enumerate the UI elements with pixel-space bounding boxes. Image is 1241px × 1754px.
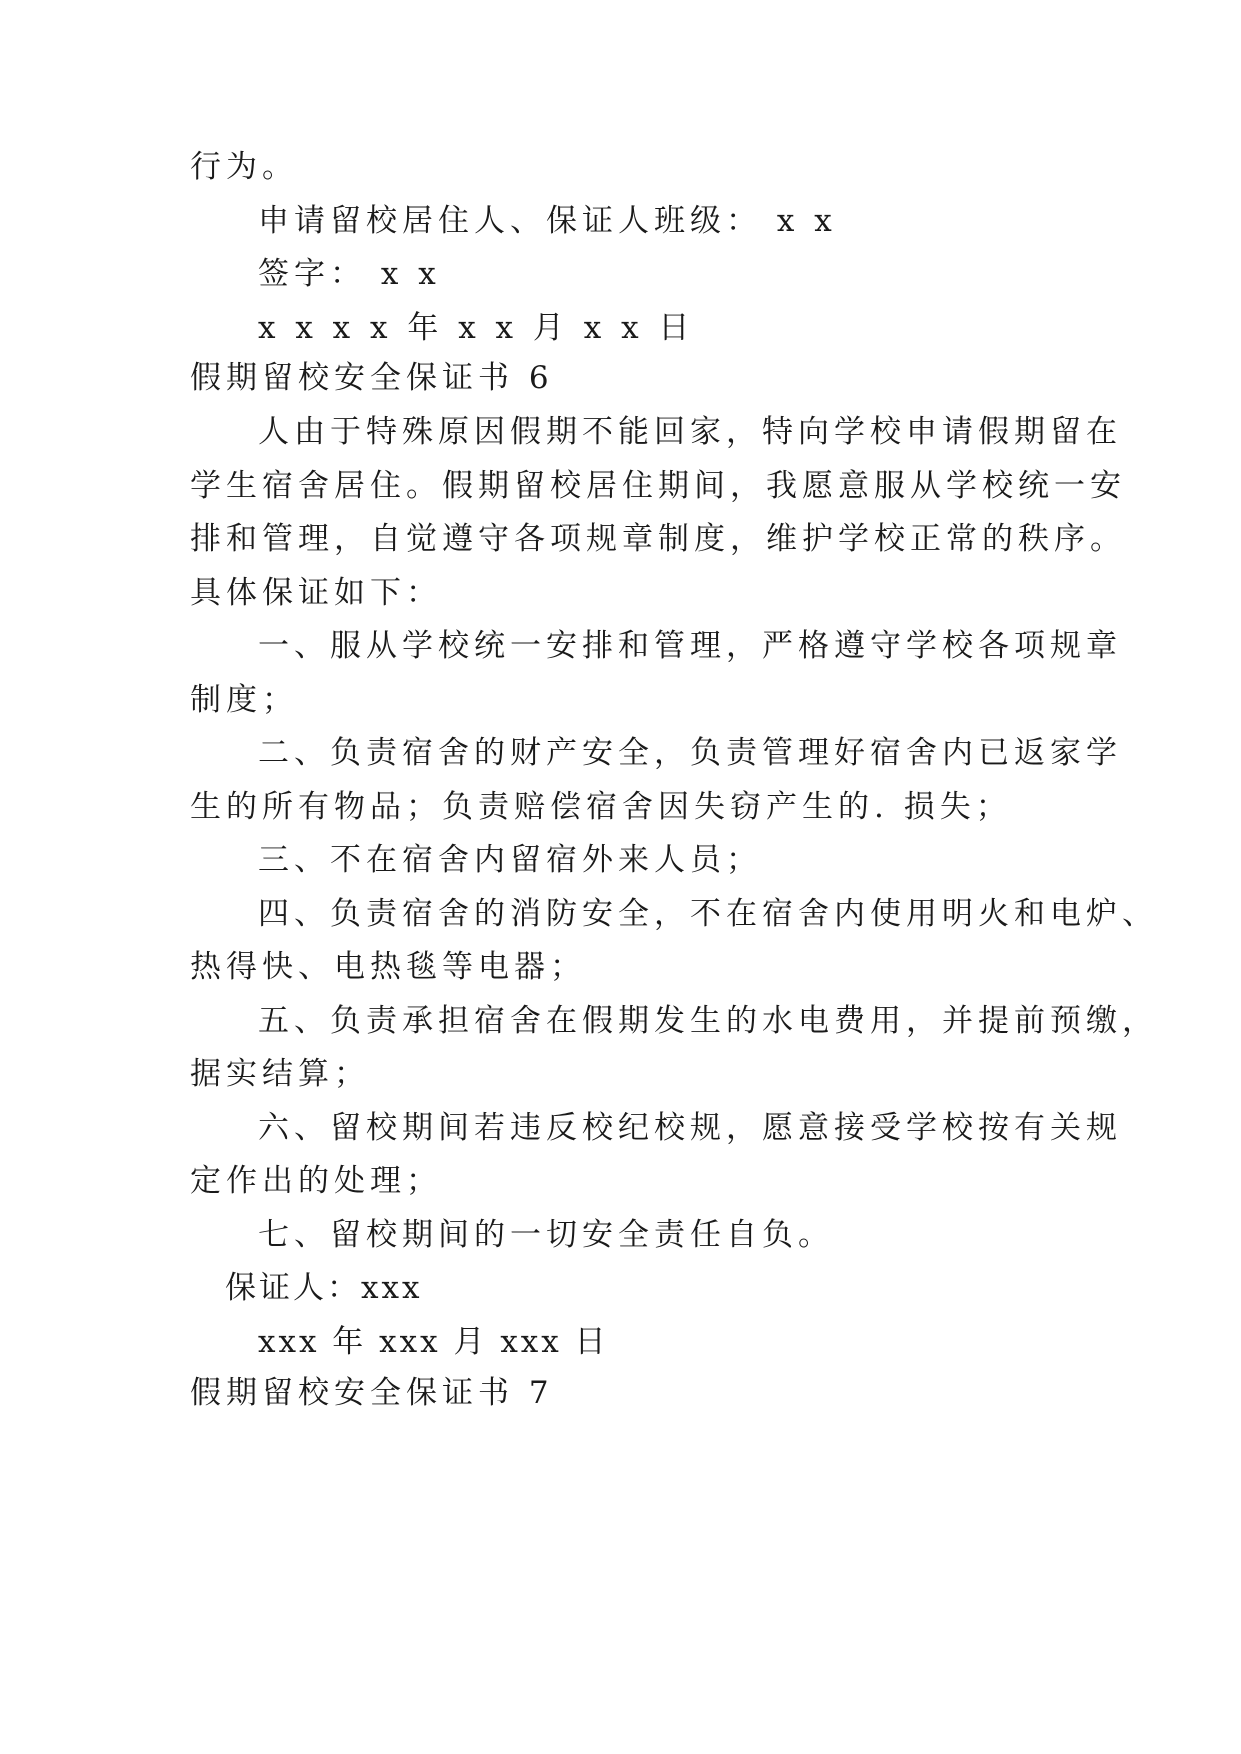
paragraph-line: 学生宿舍居住。假期留校居住期间，我愿意服从学校统一安	[190, 468, 1126, 504]
list-item-continuation: 生的所有物品；负责赔偿宿舍因失窃产生的. 损失；	[190, 789, 1012, 825]
list-item: 七、留校期间的一切安全责任自负。	[258, 1217, 834, 1253]
section-title: 假期留校安全保证书 7	[190, 1375, 554, 1411]
date-line: x x x x 年 x x 月 x x 日	[258, 310, 695, 346]
signature-line: 签字： x x	[258, 256, 441, 292]
list-item-continuation: 定作出的处理；	[190, 1163, 442, 1199]
list-item-continuation: 据实结算；	[190, 1056, 370, 1092]
list-item-continuation: 热得快、电热毯等电器；	[190, 949, 586, 985]
paragraph-line: 人由于特殊原因假期不能回家，特向学校申请假期留在	[258, 414, 1122, 450]
date-line: xxx 年 xxx 月 xxx 日	[258, 1324, 609, 1360]
list-item: 一、服从学校统一安排和管理，严格遵守学校各项规章	[258, 628, 1122, 664]
list-item: 二、负责宿舍的财产安全，负责管理好宿舍内已返家学	[258, 735, 1122, 771]
paragraph-line: 行为。	[190, 149, 298, 185]
section-title: 假期留校安全保证书 6	[190, 360, 554, 396]
paragraph-line: 具体保证如下：	[190, 575, 442, 611]
guarantor-line: 保证人：xxx	[225, 1270, 423, 1306]
list-item-continuation: 制度；	[190, 682, 298, 718]
list-item: 六、留校期间若违反校纪校规，愿意接受学校按有关规	[258, 1110, 1122, 1146]
list-item: 五、负责承担宿舍在假期发生的水电费用，并提前预缴，	[258, 1003, 1158, 1039]
list-item: 三、不在宿舍内留宿外来人员；	[258, 842, 762, 878]
list-item: 四、负责宿舍的消防安全，不在宿舍内使用明火和电炉、	[258, 896, 1158, 932]
paragraph-line: 排和管理，自觉遵守各项规章制度，维护学校正常的秩序。	[190, 521, 1126, 557]
applicant-class-line: 申请留校居住人、保证人班级： x x	[258, 203, 837, 239]
